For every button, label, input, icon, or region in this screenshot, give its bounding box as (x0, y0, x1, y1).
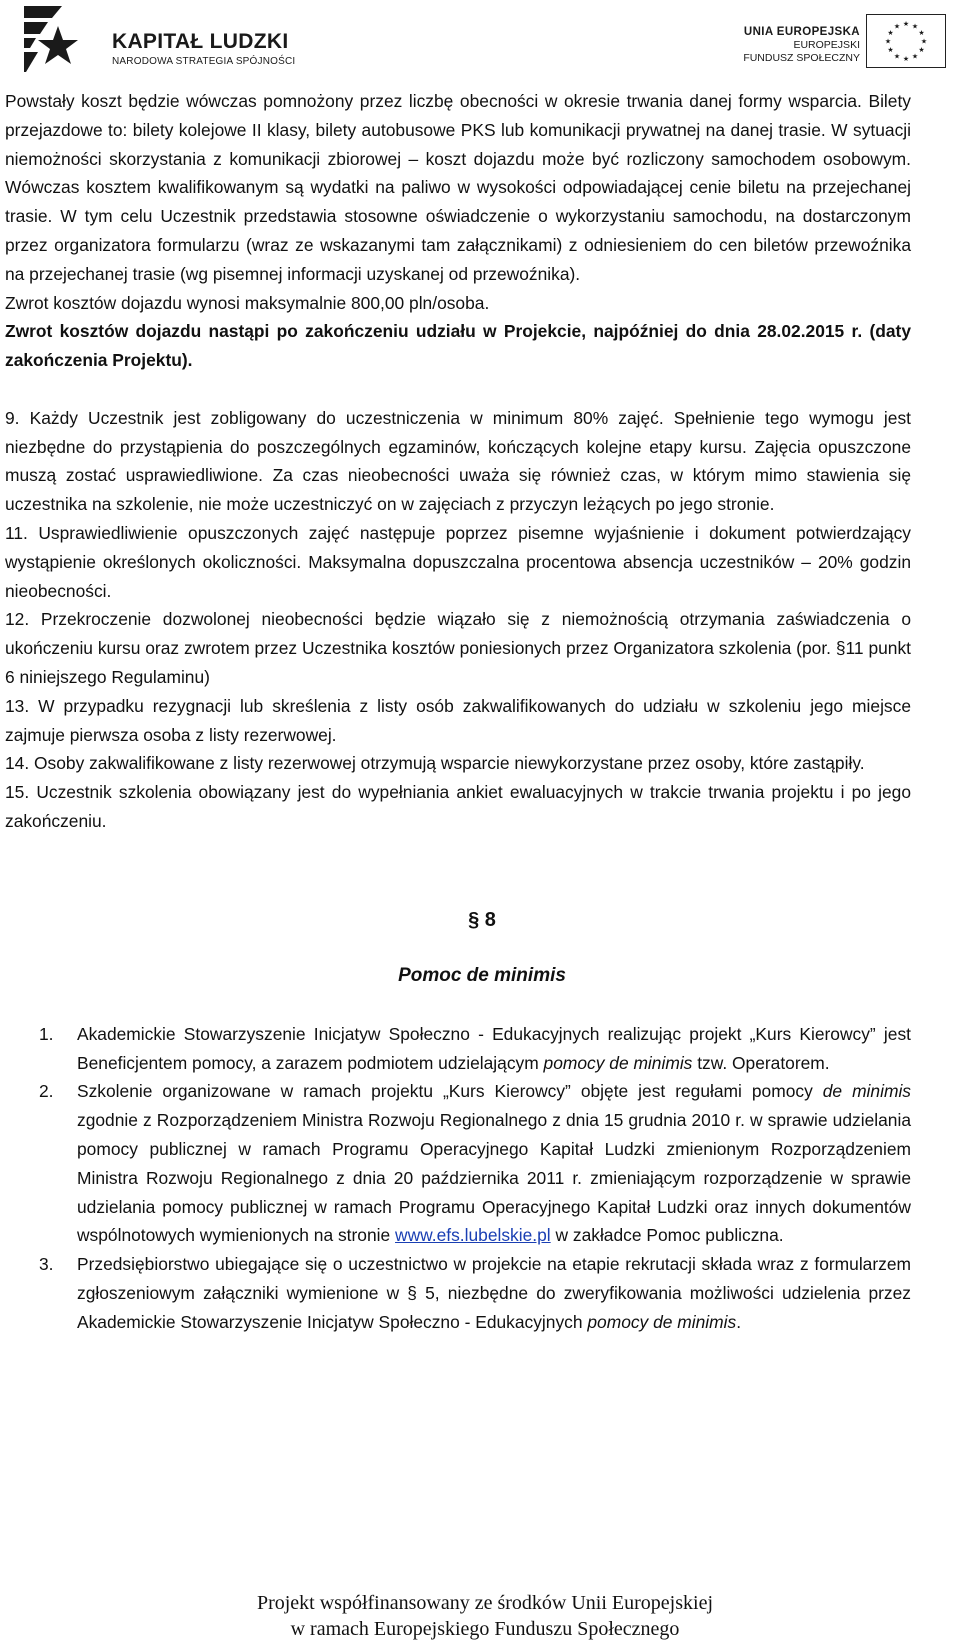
footer-line1: Projekt współfinansowany ze środków Unii Europejskiej (256, 1592, 714, 1614)
svg-text:★: ★ (920, 37, 928, 46)
section-title: Pomoc de minimis (398, 964, 566, 986)
svg-text:★: ★ (887, 29, 894, 37)
page-footer (0, 1590, 960, 1642)
list-item (5, 1020, 911, 1078)
svg-text:★: ★ (893, 22, 901, 31)
eu-logo-text (743, 26, 860, 65)
page-header (0, 0, 960, 80)
point-14: 14. Osoby zakwalifikowane z listy rezerwowej otrzymują wsparcie niewykorzystane przez osoby, które zastąpiły. (5, 753, 865, 774)
list-item-italic: pomocy de minimis (543, 1052, 693, 1073)
svg-text:★: ★ (911, 52, 919, 61)
list-item-text: tzw. Operatorem. (692, 1052, 830, 1073)
list-item-number: 1. (39, 1023, 54, 1044)
svg-text:★: ★ (902, 20, 910, 28)
svg-text:★: ★ (884, 37, 892, 46)
document-body (5, 87, 911, 1336)
list-item-text: w zakładce Pomoc publiczna. (550, 1225, 784, 1246)
section-number: § 8 (468, 908, 496, 931)
list-item-text: Akademickie Stowarzyszenie Inicjatyw Społeczno - Edukacyjnych realizując projekt „Kurs Kierowcy” jest Beneficjentem pomocy, a zarazem podmiotem udzielającym (77, 1023, 911, 1073)
eu-logo-line1: UNIA EUROPEJSKA (743, 26, 860, 38)
point-15: 15. Uczestnik szkolenia obowiązany jest do wypełniania ankiet ewaluacyjnych w trakcie trwania projektu i po jego zakończeniu. (5, 782, 911, 831)
list-item-text: Szkolenie organizowane w ramach projektu „Kurs Kierowcy” objęte jest regułami pomocy (77, 1081, 823, 1102)
eu-logo (684, 14, 946, 76)
svg-text:★: ★ (911, 22, 919, 31)
point-9: 9. Każdy Uczestnik jest zobligowany do uczestniczenia w minimum 80% zajęć. Spełnienie tego wymogu jest niezbędne do przystąpienia do poszczególnych egzaminów, kończących kolejne etapy kursu. Zajęcia opuszczone muszą zostać usprawiedliwione. Za czas nieobecności uważa się również czas, w którym mimo stawienia się uczestnika na szkolenie, nie może uczestniczyć on w zajęciach z przyczyn leżących po jego stronie. (5, 407, 911, 515)
logo-subtitle: NARODOWA STRATEGIA SPÓJNOŚCI (112, 56, 296, 67)
svg-text:★: ★ (902, 55, 910, 63)
list-item-number: 2. (39, 1081, 54, 1102)
svg-text:★: ★ (887, 46, 894, 54)
list-item-text: zgodnie z Rozporządzeniem Ministra Rozwoju Regionalnego z dnia 15 grudnia 2010 r. w sprawie udzielania pomocy publicznej w ramach Programu Operacyjnego Kapitał Ludzki zmienionym Rozporządzeniem Ministra Rozwoju Regionalnego z dnia 20 października 2011 r. zmieniającym rozporządzenie w sprawie udzielania pomocy publicznej w ramach Programu Operacyjnego Kapitał Ludzki oraz innych dokumentów wspólnotowych wymienionych na stronie (77, 1110, 911, 1246)
point-13: 13. W przypadku rezygnacji lub skreślenia z listy osób zakwalifikowanych do udziału w szkoleniu jego miejsce zajmuje pierwsza osoba z listy rezerwowej. (5, 695, 911, 745)
paragraph-travel-costs: Powstały koszt będzie wówczas pomnożony przez liczbę obecności w okresie trwania danej formy wsparcia. Bilety przejazdowe to: bilety kolejowe II klasy, bilety autobusowe PKS lub komunikacji prywatnej na danej trasie. W sytuacji niemożności skorzystania z komunikacji zbiorowej – koszt dojazdu może być rozliczony samochodem osobowym. Wówczas kosztem kwalifikowanym są wydatki na paliwo w wysokości odpowiadającej cenie biletu na przejechanej trasie. W tym celu Uczestnik przedstawia stosowne oświadczenie o wykorzystaniu samochodu, na dostarczonym przez organizatora formularzu (wraz ze wskazanymi tam załącznikami) z odniesieniem do cen biletów przewoźnika na przejechanej trasie (wg pisemnej informacji uzyskanej od przewoźnika). (5, 91, 911, 284)
paragraph-max-reimbursement: Zwrot kosztów dojazdu wynosi maksymalnie 800,00 pln/osoba. (5, 292, 490, 313)
svg-text:★: ★ (918, 29, 925, 37)
list-item-number: 3. (39, 1254, 54, 1275)
svg-text:★: ★ (918, 46, 925, 54)
eu-logo-line2: EUROPEJSKI (793, 39, 860, 51)
eu-logo-line3: FUNDUSZ SPOŁECZNY (743, 52, 860, 64)
list-item-italic: de minimis (822, 1081, 911, 1102)
list-item-italic: pomocy de minimis (587, 1311, 737, 1332)
svg-text:★: ★ (893, 52, 901, 61)
paragraph-reimbursement-deadline: Zwrot kosztów dojazdu nastąpi po zakończeniu udziału w Projekcie, najpóźniej do dnia 28.02.2015 r. (daty zakończenia Projektu). (5, 321, 911, 371)
kapital-ludzki-star-icon (18, 4, 88, 76)
point-11: 11. Usprawiedliwienie opuszczonych zajęć następuje poprzez pisemne wyjaśnienie i dokument potwierdzający wystąpienie określonych okoliczności. Maksymalna dopuszczalna procentowa absencja uczestników – 20% godzin nieobecności. (5, 522, 911, 601)
list-item (5, 1250, 911, 1336)
list-item (5, 1077, 911, 1250)
list-item-text: Przedsiębiorstwo ubiegające się o uczestnictwo w projekcie na etapie rekrutacji składa wraz z formularzem zgłoszeniowym załączniki wymienione w § 5, niezbędne do zweryfikowania możliwości udzielenia przez Akademickie Stowarzyszenie Inicjatyw Społeczno - Edukacyjnych (77, 1254, 911, 1332)
de-minimis-list (5, 1020, 911, 1337)
logo-title: KAPITAŁ LUDZKI (112, 30, 289, 53)
efs-lubelskie-link[interactable]: www.efs.lubelskie.pl (395, 1225, 551, 1246)
footer-line2: w ramach Europejskiego Funduszu Społecznego (290, 1618, 680, 1640)
point-12: 12. Przekroczenie dozwolonej nieobecności będzie wiązało się z niemożnością otrzymania zaświadczenia o ukończeniu kursu oraz zwrotem przez Uczestnika kosztów poniesionych przez Organizatora szkolenia (por. §11 punkt 6 niniejszego Regulaminu) (5, 609, 911, 687)
eu-flag-icon (866, 14, 946, 68)
kapital-ludzki-logo (18, 4, 296, 76)
list-item-text: . (736, 1311, 742, 1332)
